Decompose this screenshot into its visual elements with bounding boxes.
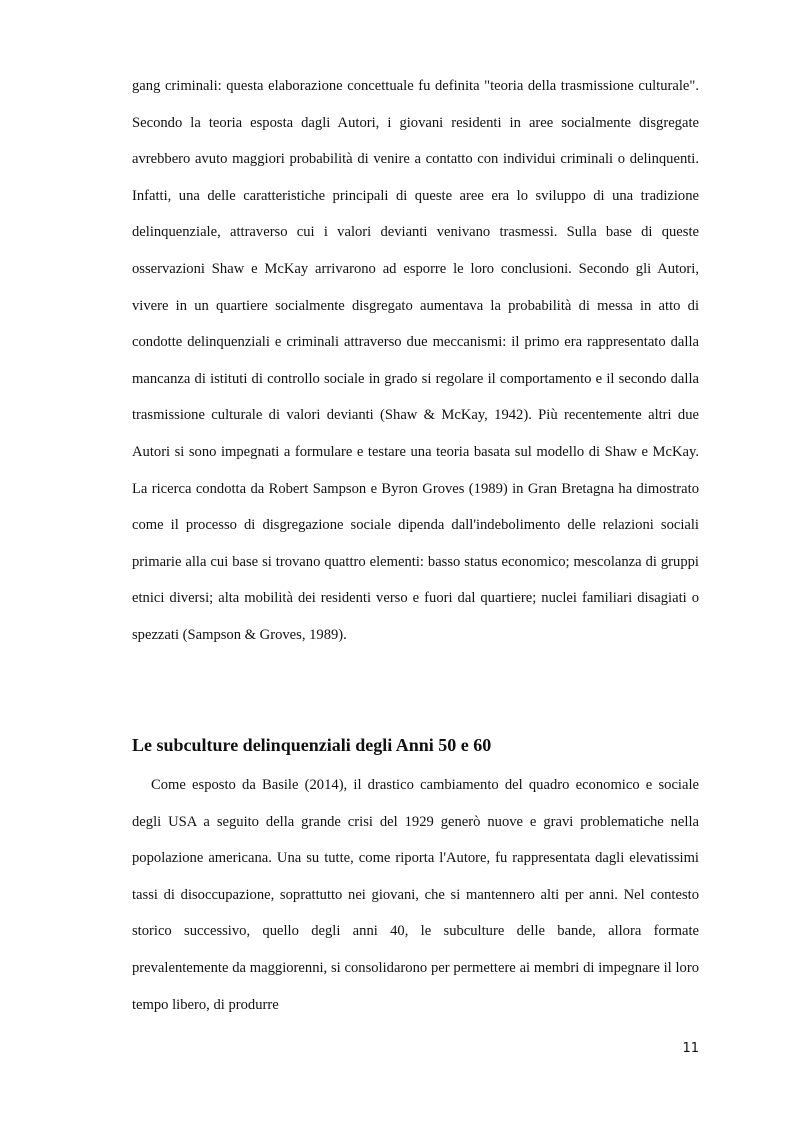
section-heading: Le subculture delinquenziali degli Anni 50 e 60 <box>132 735 492 755</box>
body-paragraph-1: gang criminali: questa elaborazione concettuale fu definita "teoria della trasmissione culturale". Secondo la teoria esposta dagli Autori, i giovani residenti in aree socialmente disgregate avrebbero avuto maggiori probabilità di venire a contatto con individui criminali o delinquenti. Infatti, una delle caratteristiche principali di queste aree era lo sviluppo di una tradizione delinquenziale, attraverso cui i valori devianti venivano trasmessi. Sulla base di queste osservazioni Shaw e McKay arrivarono ad esporre le loro conclusioni. Secondo gli Autori, vivere in un quartiere socialmente disgregato aumentava la probabilità di messa in atto di condotte delinquenziali e criminali attraverso due meccanismi: il primo era rappresentato dalla mancanza di istituti di controllo sociale in grado si regolare il comportamento e il secondo dalla trasmissione culturale di valori devianti (Shaw & McKay, 1942). Più recentemente altri due Autori si sono impegnati a formulare e testare una teoria basata sul modello di Shaw e McKay. La ricerca condotta da Robert Sampson e Byron Groves (1989) in Gran Bretagna ha dimostrato come il processo di disgregazione sociale dipenda dall'indebolimento delle relazioni sociali primarie alla cui base si trovano quattro elementi: basso status economico; mescolanza di gruppi etnici diversi; alta mobilità dei residenti verso e fuori dal quartiere; nuclei familiari disagiati o spezzati (Sampson & Groves, 1989). <box>132 78 699 643</box>
body-paragraph-2: Come esposto da Basile (2014), il drastico cambiamento del quadro economico e sociale degli USA a seguito della grande crisi del 1929 generò nuove e gravi problematiche nella popolazione americana. Una su tutte, come riporta l'Autore, fu rappresentata dagli elevatissimi tassi di disoccupazione, soprattutto nei giovani, che si mantennero alti per anni. Nel contesto storico successivo, quello degli anni 40, le subculture delle bande, allora formate prevalentemente da maggiorenni, si consolidarono per permettere ai membri di impegnare il loro tempo libero, di produrre <box>132 777 699 1013</box>
page-number: 11 <box>682 1041 699 1056</box>
